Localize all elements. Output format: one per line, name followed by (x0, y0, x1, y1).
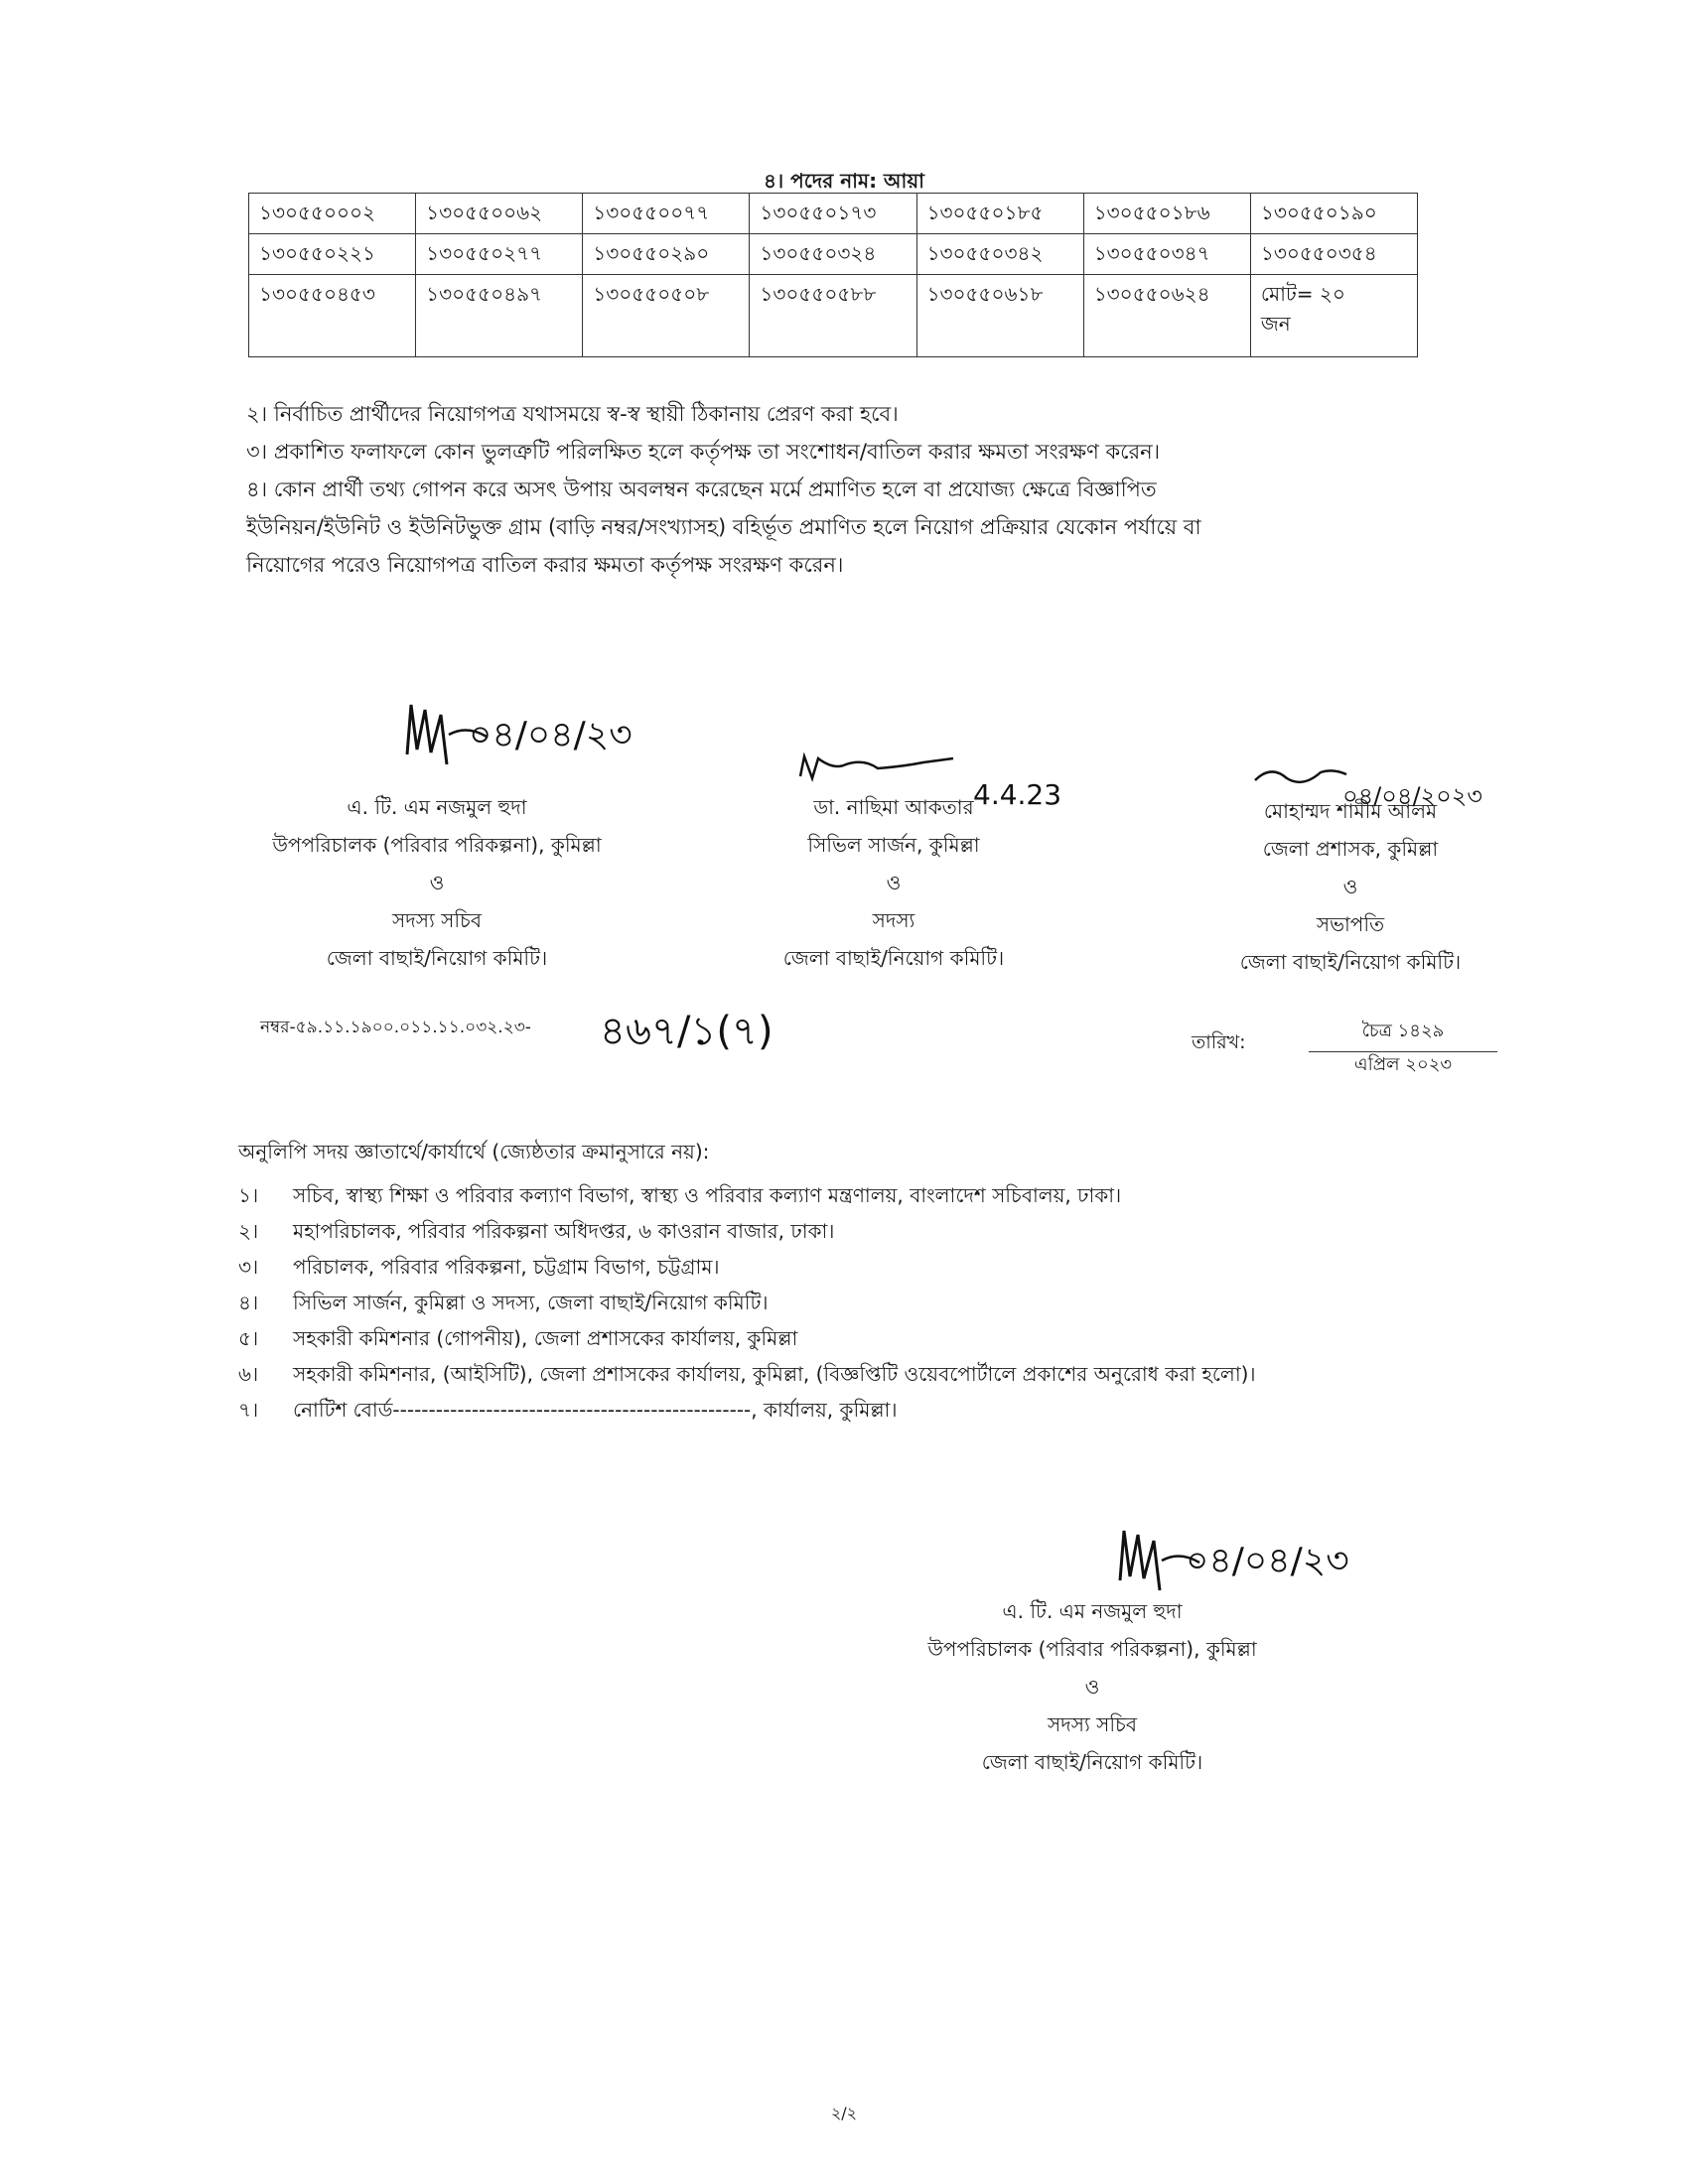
copy-number: ১। (238, 1183, 259, 1207)
date-english: এপ্রিল ২০২৩ (1353, 1054, 1453, 1075)
notes-section (246, 395, 1458, 584)
note-line: ইউনিয়ন/ইউনিট ও ইউনিটভুক্ত গ্রাম (বাড়ি নম্বর/সংখ্যাসহ) বহির্ভূত প্রমাণিত হলে নিয়োগ প্রক্রিয়ার যেকোন পর্যায়ে বা (246, 515, 1201, 539)
signature-date-left: ০৪/০৪/২৩ (469, 715, 633, 755)
roll-number-cell: ১৩০৫৫০৫৮৮ (750, 275, 916, 357)
note-line: নিয়োগের পরেও নিয়োগপত্র বাতিল করার ক্ষমতা কর্তৃপক্ষ সংরক্ষণ করেন। (246, 553, 844, 577)
note-line: ৪। কোন প্রার্থী তথ্য গোপন করে অসৎ উপায় অবলম্বন করেছেন মর্মে প্রমাণিত হলে বা প্রযোজ্য ক্ষেত্রে বিজ্ঞাপিত (246, 478, 1157, 501)
total-count: মোট= ২০ (1260, 282, 1345, 306)
roll-number-cell: ১৩০৫৫০২৯০ (583, 234, 750, 275)
copy-text: সচিব, স্বাস্থ্য শিক্ষা ও পরিবার কল্যাণ বিভাগ, স্বাস্থ্য ও পরিবার কল্যাণ মন্ত্রণালয়, বাংলাদেশ সচিবালয়, ঢাকা। (293, 1183, 1122, 1207)
signatory-name: মোহাম্মদ শামীম আলম (1263, 799, 1438, 823)
copy-item (238, 1356, 1470, 1392)
roll-number-cell: ১৩০৫৫০০৭৭ (583, 194, 750, 234)
copy-item (238, 1177, 1470, 1213)
signature-image-final (1110, 1519, 1428, 1598)
table-row (249, 194, 1418, 234)
signatory-role: সভাপতি (1316, 912, 1385, 936)
roll-number-cell: ১৩০৫৫০৩৪৭ (1083, 234, 1250, 275)
roll-number-cell: ১৩০৫৫০৩৫৪ (1250, 234, 1417, 275)
copy-text: নোটিশ বোর্ড--------------------------------------------------, কার্যালয়, কুমিল্লা। (293, 1398, 898, 1422)
roll-number-cell: ১৩০৫৫০৬২৪ (1083, 275, 1250, 357)
signatory-conj: ও (1342, 875, 1358, 898)
note-line: ৩। প্রকাশিত ফলাফলে কোন ভুলত্রুটি পরিলক্ষিত হলে কর্তৃপক্ষ তা সংশোধন/বাতিল করার ক্ষমতা সংরক্ষণ করেন। (246, 440, 1161, 464)
signatory-name: ডা. নাছিমা আকতার (813, 795, 974, 819)
signatory-role: সদস্য (872, 908, 915, 932)
table-row (249, 234, 1418, 275)
roll-number-cell: ১৩০৫৫০১৮৫ (916, 194, 1083, 234)
roll-number-cell: ১৩০৫৫০২২১ (249, 234, 416, 275)
signatory-committee: জেলা বাছাই/নিয়োগ কমিটি। (1239, 950, 1462, 974)
copy-text: সিভিল সার্জন, কুমিল্লা ও সদস্য, জেলা বাছাই/নিয়োগ কমিটি। (293, 1291, 769, 1314)
signature-date-middle: 4.4.23 (973, 778, 1062, 811)
signatory-name: এ. টি. এম নজমুল হুদা (347, 795, 527, 819)
signatory-left (228, 788, 645, 977)
roll-number-cell: ১৩০৫৫০৪৫৩ (249, 275, 416, 357)
signature-date-right: ০৪/০৪/২০২৩ (1342, 782, 1482, 810)
roll-number-cell: ১৩০৫৫০০৬২ (416, 194, 583, 234)
memo-handwritten-text: ৪৬৭/১(৭) (600, 1009, 774, 1054)
signatory-middle (695, 788, 1092, 977)
copy-text: সহকারী কমিশনার, (আইসিটি), জেলা প্রশাসকের কার্যালয়, কুমিল্লা, (বিজ্ঞপ্তিটি ওয়েবপোর্টালে প্রকাশের অনুরোধ করা হলো)। (293, 1362, 1256, 1386)
memo-handwritten-number (596, 1001, 834, 1060)
signatory-role: সদস্য সচিব (1048, 1712, 1137, 1736)
table-row (249, 275, 1418, 357)
total-unit: জন (1260, 312, 1291, 336)
copy-number: ৭। (238, 1398, 259, 1422)
copy-number: ৫। (238, 1326, 259, 1350)
signatory-designation: সিভিল সার্জন, কুমিল্লা (807, 833, 980, 857)
roll-number-cell: ১৩০৫৫০২৭৭ (416, 234, 583, 275)
page-number: ২/২ (830, 2104, 858, 2122)
copy-item (238, 1213, 1470, 1249)
copy-number: ৩। (238, 1255, 259, 1279)
signatory-committee: জেলা বাছাই/নিয়োগ কমিটি। (981, 1750, 1203, 1774)
roll-number-cell: ১৩০৫৫০১৭৩ (750, 194, 916, 234)
roll-number-cell: ১৩০৫৫০৩২৪ (750, 234, 916, 275)
signatory-name: এ. টি. এম নজমুল হুদা (1002, 1599, 1183, 1623)
signatory-conj: ও (886, 871, 902, 894)
date-label: তারিখ: (1192, 1031, 1246, 1053)
signatory-designation: জেলা প্রশাসক, কুমিল্লা (1262, 837, 1439, 861)
roll-number-cell: ১৩০৫৫০৪৯৭ (416, 275, 583, 357)
copy-item (238, 1285, 1470, 1320)
signatory-conj: ও (1084, 1675, 1100, 1699)
copy-number: ৪। (238, 1291, 259, 1314)
memo-number: নম্বর-৫৯.১১.১৯০০.০১১.১১.০৩২.২৩- (260, 1018, 531, 1037)
roll-number-cell: ১৩০৫৫০১৮৬ (1083, 194, 1250, 234)
copy-heading: অনুলিপি সদয় জ্ঞাতার্থে/কার্যার্থে (জ্যেষ্ঠতার ক্রমানুসারে নয়): (238, 1140, 710, 1163)
signatory-right (1142, 792, 1559, 981)
signatory-committee: জেলা বাছাই/নিয়োগ কমিটি। (782, 946, 1005, 970)
signatory-committee: জেলা বাছাই/নিয়োগ কমিটি। (326, 946, 548, 970)
roll-number-cell: ১৩০৫৫০৫০৮ (583, 275, 750, 357)
roll-number-cell: ১৩০৫৫০০০২ (249, 194, 416, 234)
roll-number-cell: ১৩০৫৫০৬১৮ (916, 275, 1083, 357)
signatory-role: সদস্য সচিব (392, 908, 482, 932)
copy-text: পরিচালক, পরিবার পরিকল্পনা, চট্টগ্রাম বিভাগ, চট্টগ্রাম। (293, 1255, 720, 1279)
note-line: ২। নির্বাচিত প্রার্থীদের নিয়োগপত্র যথাসময়ে স্ব-স্ব স্থায়ী ঠিকানায় প্রেরণ করা হবে। (246, 402, 899, 426)
date-bangla: চৈত্র ১৪২৯ (1309, 1017, 1497, 1052)
copy-text: সহকারী কমিশনার (গোপনীয়), জেলা প্রশাসকের কার্যালয়, কুমিল্লা (293, 1326, 798, 1350)
signatory-designation: উপপরিচালক (পরিবার পরিকল্পনা), কুমিল্লা (272, 833, 602, 857)
copy-number: ৬। (238, 1362, 259, 1386)
copy-item (238, 1392, 1470, 1428)
roll-number-cell: ১৩০৫৫০৩৪২ (916, 234, 1083, 275)
section-title: ৪। পদের নাম: আয়া (764, 169, 924, 193)
signatory-conj: ও (429, 871, 445, 894)
copy-text: মহাপরিচালক, পরিবার পরিকল্পনা অধিদপ্তর, ৬ কাওরান বাজার, ঢাকা। (293, 1219, 835, 1243)
signature-date-final: ০৪/০৪/২৩ (1186, 1541, 1349, 1581)
signature-image-left (397, 695, 695, 774)
roll-number-table (248, 193, 1418, 357)
copy-item (238, 1320, 1470, 1356)
copy-list (238, 1177, 1470, 1428)
total-cell (1250, 275, 1417, 357)
copy-number: ২। (238, 1219, 259, 1243)
copy-item (238, 1249, 1470, 1285)
signatory-designation: উপপরিচালক (পরিবার পরিকল্পনা), কুমিল্লা (927, 1637, 1257, 1661)
roll-number-cell: ১৩০৫৫০১৯০ (1250, 194, 1417, 234)
final-signatory (874, 1592, 1311, 1781)
